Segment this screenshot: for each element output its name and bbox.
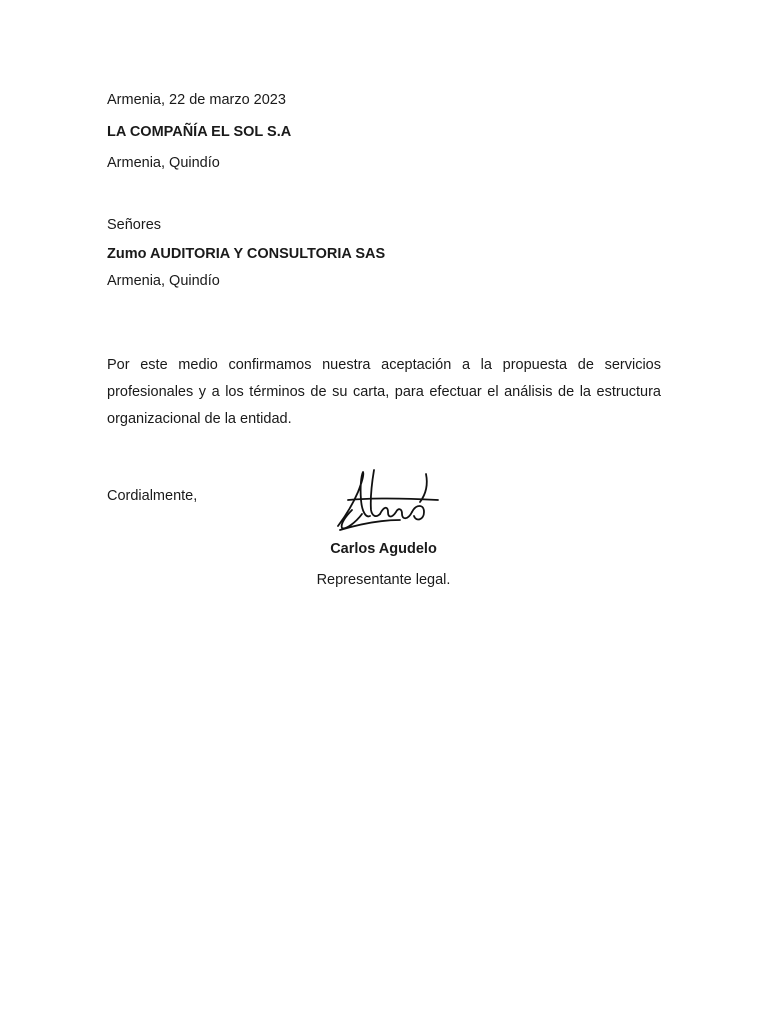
letter-body: Por este medio confirmamos nuestra aceptación a la propuesta de servicios profesionales y a los términos de su carta, para efectuar el análisis de la estructura organizacional de la entidad.: [107, 357, 661, 427]
sender-company: LA COMPAÑÍA EL SOL S.A: [107, 124, 292, 140]
salutation: Señores: [107, 217, 162, 233]
signer-name: Carlos Agudelo: [330, 541, 437, 557]
closing: Cordialmente,: [107, 488, 198, 504]
signature-icon: [330, 466, 442, 534]
date-line: Armenia, 22 de marzo 2023: [107, 92, 286, 108]
signer-title: Representante legal.: [316, 572, 451, 588]
sender-city: Armenia, Quindío: [107, 155, 220, 171]
recipient-company: Zumo AUDITORIA Y CONSULTORIA SAS: [107, 246, 386, 262]
recipient-city: Armenia, Quindío: [107, 273, 220, 289]
